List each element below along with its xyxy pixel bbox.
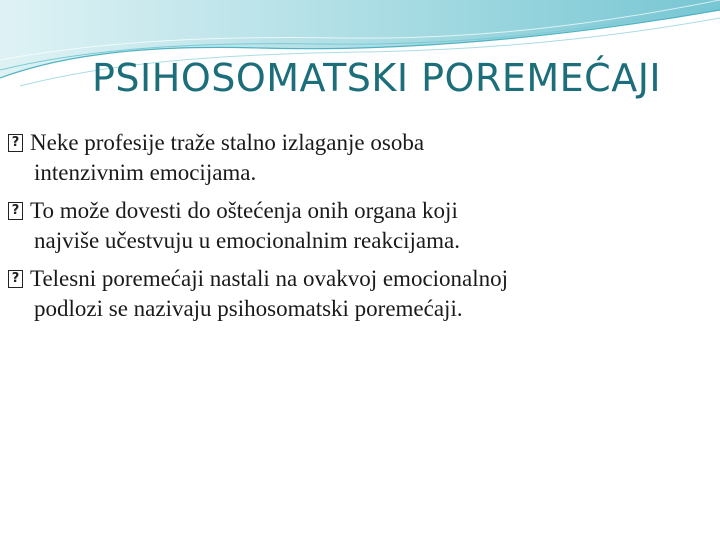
bullet-glyph-icon: ? xyxy=(8,134,23,152)
bullet-item xyxy=(8,196,708,256)
bullet-item xyxy=(8,128,708,188)
bullet-text-line: Neke profesije traže stalno izlaganje osoba xyxy=(30,130,425,155)
bullet-glyph-icon: ? xyxy=(8,202,23,220)
bullet-item xyxy=(8,264,708,324)
bullet-list xyxy=(8,128,708,332)
bullet-text-line: intenzivnim emocijama. xyxy=(34,160,257,185)
slide-title: PSIHOSOMATSKI POREMEĆAJI xyxy=(92,56,662,100)
bullet-text-line: Telesni poremećaji nastali na ovakvoj emocionalnoj xyxy=(30,266,509,291)
bullet-text-line: podlozi se nazivaju psihosomatski poremećaji. xyxy=(34,296,463,321)
bullet-text-line: najviše učestvuju u emocionalnim reakcijama. xyxy=(34,228,460,253)
bullet-glyph-icon: ? xyxy=(8,270,23,288)
bullet-text-line: To može dovesti do oštećenja onih organa koji xyxy=(30,198,458,223)
